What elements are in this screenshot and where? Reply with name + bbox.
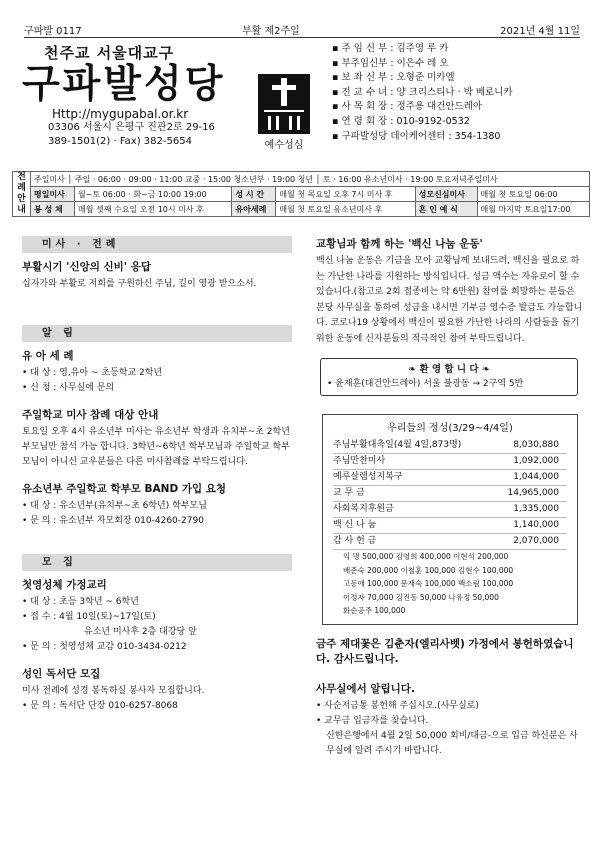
welcome-item: • 윤재훈(대건안드레아) 서울 불광동 → 2구역 5반 xyxy=(327,379,524,389)
staff-item: ▪ 연 령 회 장 : 010-9192-0532 xyxy=(332,115,470,127)
phone-fax-line: 389-1501(2) · Fax) 382-5654 xyxy=(48,136,192,147)
notice-vaccine-sharing xyxy=(306,236,586,347)
notice-line: 신한은행에서 4월 2일 50,000 회비/대금-으로 입금 하신분은 사무실에 알려 주시기 바랍니다. xyxy=(326,730,578,756)
address-line: 03306 서울시 은평구 진관2로 29-16 xyxy=(48,122,215,133)
offering-row: 감 사 헌 금 2,070,000 xyxy=(333,534,567,550)
notice-infant-baptism xyxy=(22,348,292,396)
staff-item: ▪ 주 임 신 부 : 김주영 루 카 xyxy=(332,43,449,54)
notice-line: • 대 상 : 유소년부(유치부~초 6학년) 학부모님 xyxy=(22,501,207,511)
donor-line: 익 명 500,000 김영희 400,000 이현석 200,000 xyxy=(343,552,509,561)
notice-body: 토요일 오후 4시 유소년부 미사는 유소년부 학생과 유치부~초 2학년 부모님만 참석 가능 합니다. 3학년~6학년 학부모님과 주일학교 학부모님이 아니신 교우분들은 다른 미사참례를 부탁드립니다. xyxy=(22,427,290,467)
notice-line: • 문 의 : 첫영성체 교감 010-3434-0212 xyxy=(22,642,187,652)
notice-lector-recruit xyxy=(22,666,292,714)
holy-hour-label: 성 시 간 xyxy=(232,187,276,202)
notice-band-signup xyxy=(22,481,292,529)
notice-title: 유 아 세 례 xyxy=(22,350,74,362)
offering-row: 주님만찬미사 1,092,000 xyxy=(333,454,567,470)
left-column xyxy=(22,236,292,725)
website-url[interactable]: Http://mygupabal.or.kr xyxy=(52,107,189,121)
notice-line: • 접 수 : 4월 10일(토)~17일(토) xyxy=(22,612,156,622)
section-recruit: 모 집 xyxy=(22,554,292,571)
welcome-box xyxy=(320,358,578,396)
notice-title: 성인 독서단 모집 xyxy=(22,668,101,680)
notice-first-communion xyxy=(22,577,292,655)
marian-mass-label: 성모신심미사 xyxy=(415,187,477,202)
welcome-title: ❧ 환 영 합 니 다 ❧ xyxy=(408,364,490,375)
donor-line: 배준숙 200,000 이철훈 100,000 김현수 100,000 xyxy=(343,565,514,575)
wedding-label: 혼 인 예 식 xyxy=(415,202,477,217)
sunday-mass-row: 주일미사 │ 주일 · 06:00 · 09:00 · 11:00 교중 · 15:00 청소년부 · 19:00 청년 │ 토 · 16:00 유소년미사 · 19:00 토요저녁주일미사 xyxy=(31,172,590,187)
notice-line: • 문 의 : 독서단 단장 010-6257-8068 xyxy=(22,701,178,711)
donor-line: 화순공주 100,000 xyxy=(343,606,406,615)
weekday-mass-label: 평일미사 xyxy=(31,187,75,202)
staff-item: ▪ 보 좌 신 부 : 오형준 미카엘 xyxy=(332,72,455,84)
wedding-value: 매월 마지막 토요일17:00 xyxy=(477,202,589,217)
offering-row: 백 신 나 눔 1,140,000 xyxy=(333,518,567,534)
notice-line: 유소년 미사후 2층 대강당 앞 xyxy=(84,627,197,637)
masthead xyxy=(22,42,272,149)
notice-line: • 교무금 입금자를 찾습니다. xyxy=(316,715,429,726)
notice-line: • 대 상 : 영,유아 ~ 초등학교 2학년 xyxy=(22,368,163,378)
logo-caption: 예수성심 xyxy=(264,140,304,151)
parish-logo xyxy=(258,74,310,151)
issue-number: 구파발 0117 xyxy=(24,26,82,37)
staff-item: ▪ 부주임신부 : 이은수 레 오 xyxy=(332,57,449,69)
section-notices: 알 림 xyxy=(22,325,292,342)
schedule-side-label: 전례안내 xyxy=(13,172,31,217)
right-column xyxy=(306,236,586,759)
notice-line: • 대 상 : 초등 3학년 ~ 6학년 xyxy=(22,597,139,607)
offering-row: 교 무 금 14,965,000 xyxy=(333,486,567,502)
notice-title: 사무실에서 알립니다. xyxy=(316,682,415,695)
section-liturgy: 미사 · 전례 xyxy=(22,236,292,253)
notice-line: • 신 청 : 사무실에 문의 xyxy=(22,383,115,393)
holy-hour-value: 매월 첫 목요일 오후 7시 미사 후 xyxy=(276,187,415,202)
parish-title: 구파발성당 xyxy=(22,62,226,107)
notice-title: 부활시기 '신앙의 신비' 응답 xyxy=(22,261,151,273)
staff-item: ▪ 사 목 회 장 : 정주용 대건안드레아 xyxy=(332,101,483,113)
notice-title: 주일학교 미사 참례 대상 안내 xyxy=(22,409,159,421)
staff-list xyxy=(332,42,582,144)
altar-flowers-note xyxy=(306,637,586,667)
notice-body: 미사 전례에 성경 봉독하실 봉사자 모집합니다. xyxy=(22,686,205,696)
top-bar xyxy=(24,22,580,38)
donor-line: 고동애 100,000 문재숙 100,000 백소림 100,000 xyxy=(343,579,514,588)
mass-schedule-table xyxy=(12,171,590,217)
infant-baptism-label: 유아세례 xyxy=(232,202,276,217)
communion-label: 봉 성 체 xyxy=(31,202,75,217)
notice-line: • 사순저금통 봉헌해 주십시오.(사무실로) xyxy=(316,700,479,711)
staff-item: ▪ 구파발성당 데이케어센터 : 354-1380 xyxy=(332,130,501,142)
notice-title: 교황님과 함께 하는 '백신 나눔 운동' xyxy=(316,238,483,250)
offering-row: 사회복지후원금 1,335,000 xyxy=(333,502,567,518)
office-notice xyxy=(306,681,586,759)
offering-row: 주님부활대축일(4월 4일,873명) 8,030,880 xyxy=(333,438,567,454)
issue-date: 2021년 4월 11일 xyxy=(500,26,580,37)
liturgical-week: 부활 제2주일 xyxy=(242,26,300,37)
offering-row: 예루살렘성지복구 1,044,000 xyxy=(333,470,567,486)
notice-title: 첫영성체 가정교리 xyxy=(22,579,107,591)
notice-line: • 문 의 : 유소년부 자모회장 010-4260-2790 xyxy=(22,516,204,526)
infant-baptism-value: 매월 첫 토요일 유소년미사 후 xyxy=(276,202,415,217)
donor-line: 이정자 70,000 김진동 50,000 나유정 50,000 xyxy=(343,592,499,602)
staff-item: ▪ 전 교 수 녀 : 양 크리스티나 · 박 베로니카 xyxy=(332,86,513,98)
diocese-name: 천주교 서울대교구 xyxy=(44,44,175,62)
marian-mass-value: 매월 첫 토요일 06:00 xyxy=(477,187,589,202)
weekday-mass-value: 월~토 06:00 · 화~금 10:00 19:00 xyxy=(74,187,231,202)
offering-title: 우리들의 정성(3/29~4/4일) xyxy=(387,423,513,434)
notice-body: 백신 나눔 운동은 기금을 모아 교황님께 보내드려, 백신을 필요로 하는 가난한 나라를 지원하는 방식입니다. 성금 액수는 자유로이 할 수 있습니다.(참고로 2회 접종비는 약 6만원) 참여를 희망하는 분들은 본당 사무실을 통하여 성금을 내시면 기부금 영수증 발급도 가능합니다. 코로나19 상황에서 백신이 필요한 가난한 나라의 사람들을 돕기 위한 운동에 신자분들의 적극적인 참여 부탁드립니다. xyxy=(316,256,583,344)
notice-easter-response xyxy=(22,259,292,292)
notice-body: 십자가와 부활로 저희를 구원하신 주님, 길이 영광 받으소서. xyxy=(22,279,257,289)
communion-value: 매월 셋째 수요일 오전 10시 미사 후 xyxy=(74,202,231,217)
notice-body: 금주 제대꽃은 김춘자(엘리사벳) 가정에서 봉헌하였습니다. 감사드립니다. xyxy=(316,637,574,665)
offering-box xyxy=(322,414,578,625)
notice-title: 유소년부 주일학교 학부모 BAND 가입 요청 xyxy=(22,483,227,495)
sacred-heart-icon xyxy=(258,74,310,134)
notice-sunday-school xyxy=(22,407,292,470)
